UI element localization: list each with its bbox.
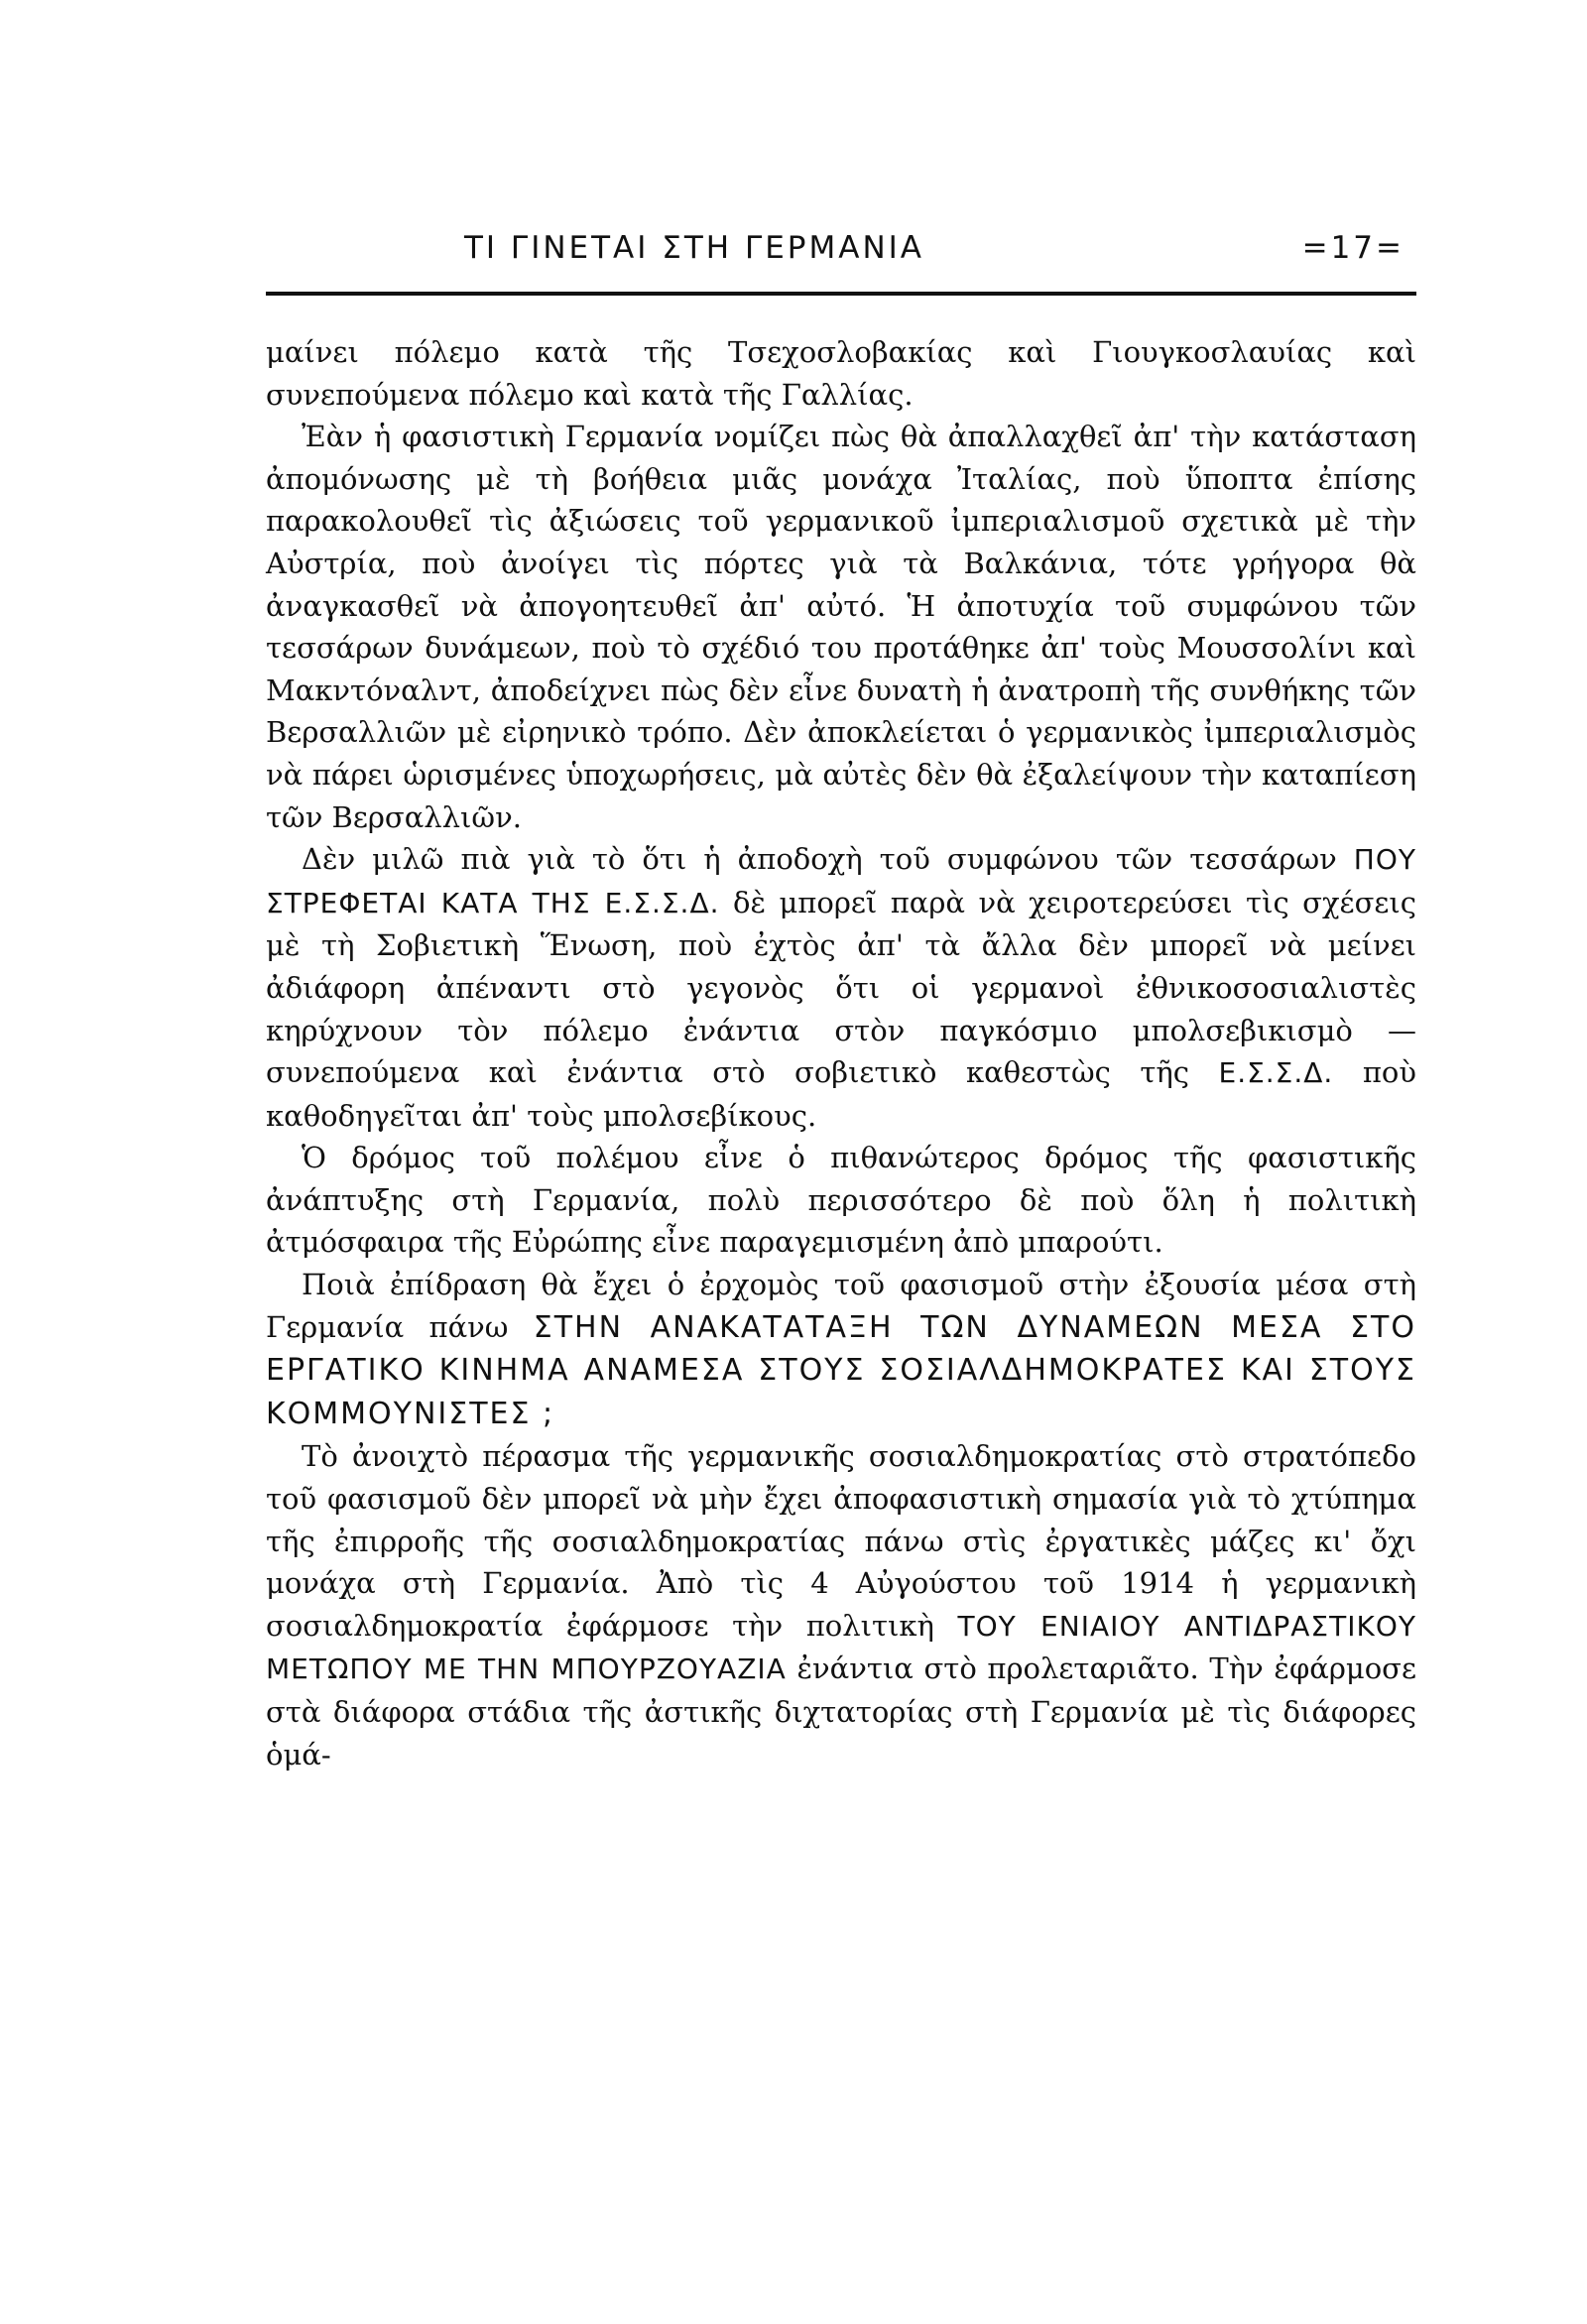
- text-run: Ἐὰν ἡ φασιστικὴ Γερμανία νομίζει πὼς θὰ ἀπαλλαχθεῖ ἀπ' τὴν κατάσταση ἀπομόνωσης μὲ τὴ βοήθεια μιᾶς μονάχα Ἰταλίας, ποὺ ὕποπτα ἐπίσης παρακολουθεῖ τὶς ἀξιώσεις τοῦ γερμανικοῦ ἰμπεριαλισμοῦ σχετικὰ μὲ τὴν Αὐστρία, ποὺ ἀνοίγει τὶς πόρτες γιὰ τὰ Βαλκάνια, τότε γρήγορα θὰ ἀναγκασθεῖ νὰ ἀπογοητευθεῖ ἀπ' αὐτό. Ἡ ἀποτυχία τοῦ συμφώνου τῶν τεσσάρων δυνάμεων, ποὺ τὸ σχέδιό του προτάθηκε ἀπ' τοὺς Μουσσολίνι καὶ Μακντόναλντ, ἀποδείχνει πὼς δὲν εἶνε δυνατὴ ἡ ἀνατροπὴ τῆς συνθήκης τῶν Βερσαλλιῶν μὲ εἰρηνικὸ τρόπο. Δὲν ἀποκλείεται ὁ γερμανικὸς ἰμπεριαλισμὸς νὰ πάρει ὡρισμένες ὑποχωρήσεις, μὰ αὐτὲς δὲν θὰ ἐξαλείψουν τὴν καταπίεση τῶν Βερσαλλιῶν.: [266, 420, 1416, 834]
- caps-question: ΣΤΗΝ ΑΝΑΚΑΤΑΤΑΞΗ ΤΩΝ ΔΥΝΑΜΕΩΝ ΜΕΣΑ ΣΤΟ ΕΡΓΑΤΙΚΟ ΚΙΝΗΜΑ ΑΝΑΜΕΣΑ ΣΤΟΥΣ ΣΟΣΙΑΛΔΗΜΟΚΡΑΤΕΣ ΚΑΙ ΣΤΟΥΣ ΚΟΜΜΟΥΝΙΣΤΕΣ ;: [266, 1309, 1416, 1431]
- page-number: =17=: [1301, 230, 1404, 266]
- running-header: [266, 230, 1416, 278]
- paragraph: [266, 1137, 1416, 1264]
- paragraph: [266, 416, 1416, 838]
- caps-run: Ε.Σ.Σ.Δ.: [1218, 1056, 1334, 1090]
- book-page: [266, 230, 1416, 1775]
- paragraph: [266, 331, 1416, 416]
- text-run: μαίνει πόλεμο κατὰ τῆς Τσεχοσλοβακίας καὶ Γιουγκοσλαυίας καὶ συνεπούμενα πόλεμο καὶ κατὰ τῆς Γαλλίας.: [266, 335, 1416, 412]
- text-run: Δὲν μιλῶ πιὰ γιὰ τὸ ὅτι ἡ ἀποδοχὴ τοῦ συμφώνου τῶν τεσσάρων: [302, 842, 1354, 877]
- body-text: [266, 331, 1416, 1775]
- text-run: Ποιὰ ἐπίδραση θὰ ἔχει ὁ ἐρχομὸς τοῦ φασισμοῦ στὴν ἐξουσία μέσα στὴ Γερμανία πάνω: [266, 1268, 1416, 1344]
- paragraph: [266, 1435, 1416, 1775]
- running-title: ΤΙ ΓΙΝΕΤΑΙ ΣΤΗ ΓΕΡΜΑΝΙΑ: [464, 230, 924, 266]
- text-run: Ὁ δρόμος τοῦ πολέμου εἶνε ὁ πιθανώτερος δρόμος τῆς φασιστικῆς ἀνάπτυξης στὴ Γερμανία, πολὺ περισσότερο δὲ ποὺ ὅλη ἡ πολιτικὴ ἀτμόσφαιρα τῆς Εὐρώπης εἶνε παραγεμισμένη ἀπὸ μπαρούτι.: [266, 1141, 1416, 1260]
- paragraph: [266, 838, 1416, 1137]
- text-run: ποὺ καθοδηγεῖται ἀπ' τοὺς μπολσεβίκους.: [266, 1055, 1416, 1133]
- text-run: ἐνάντια στὸ προλεταριᾶτο. Τὴν ἐφάρμοσε στὰ διάφορα στάδια τῆς ἀστικῆς διχτατορίας στὴ Γερμανία μὲ τὶς διάφορες ὁμά-: [266, 1651, 1417, 1772]
- text-run: δὲ μπορεῖ παρὰ νὰ χειροτερεύσει τὶς σχέσεις μὲ τὴ Σοβιετικὴ Ἕνωση, ποὺ ἐχτὸς ἀπ' τὰ ἄλλα δὲν μπορεῖ νὰ μείνει ἀδιάφορη ἀπέναντι στὸ γεγονὸς ὅτι οἱ γερμανοὶ ἐθνικοσοσιαλιστὲς κηρύχνουν τὸν πόλεμο ἐνάντια στὸν παγκόσμιο μπολσεβικισμὸ — συνεπούμενα καὶ ἐνάντια στὸ σοβιετικὸ καθεστὼς τῆς: [266, 885, 1416, 1090]
- header-rule: [266, 292, 1416, 296]
- paragraph: [266, 1264, 1416, 1435]
- caps-run: ΠΟΥ ΣΤΡΕΦΕΤΑΙ ΚΑΤΑ ΤΗΣ Ε.Σ.Σ.Δ.: [266, 843, 1416, 919]
- text-run: Τὸ ἀνοιχτὸ πέρασμα τῆς γερμανικῆς σοσιαλδημοκρατίας στὸ στρατόπεδο τοῦ φασισμοῦ δὲν μπορεῖ νὰ μὴν ἔχει ἀποφασιστικὴ σημασία γιὰ τὸ χτύπημα τῆς ἐπιρροῆς τῆς σοσιαλδημοκρατίας πάνω στὶς ἐργατικὲς μάζες κι' ὄχι μονάχα στὴ Γερμανία. Ἀπὸ τὶς 4 Αὐγούστου τοῦ 1914 ἡ γερμανικὴ σοσιαλδημοκρατία ἐφάρμοσε τὴν πολιτικὴ: [266, 1439, 1416, 1643]
- caps-run: ΤΟΥ ΕΝΙΑΙΟΥ ΑΝΤΙΔΡΑΣΤΙΚΟΥ ΜΕΤΩΠΟΥ ΜΕ ΤΗΝ ΜΠΟΥΡΖΟΥΑΖΙΑ: [266, 1609, 1416, 1686]
